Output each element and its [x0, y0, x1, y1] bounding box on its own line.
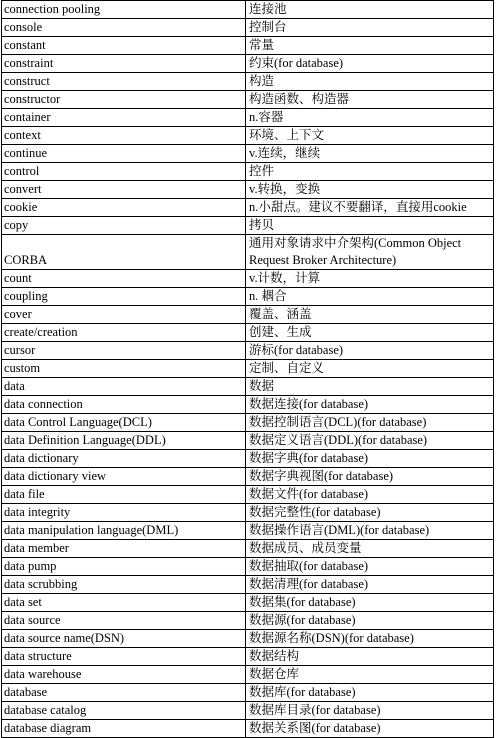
table-row [2, 558, 494, 576]
table-row [2, 540, 494, 558]
definition-cell: 约束(for database) [246, 55, 494, 73]
term-cell: construct [2, 73, 246, 91]
term-cell: create/creation [2, 324, 246, 342]
definition-cell: 数据成员、成员变量 [246, 540, 494, 558]
table-row [2, 504, 494, 522]
term-cell: database diagram [2, 720, 246, 738]
table-row [2, 235, 494, 270]
definition-cell: 数据源(for database) [246, 612, 494, 630]
definition-cell: 定制、自定义 [246, 360, 494, 378]
table-row [2, 306, 494, 324]
definition-cell: 控制台 [246, 19, 494, 37]
table-row [2, 127, 494, 145]
definition-cell: 数据库(for database) [246, 684, 494, 702]
definition-cell: 数据操作语言(DML)(for database) [246, 522, 494, 540]
table-row [2, 324, 494, 342]
definition-cell: 通用对象请求中介架构(Common Object Request Broker Architecture) [246, 235, 494, 270]
term-cell: data source name(DSN) [2, 630, 246, 648]
glossary-table [1, 0, 494, 738]
definition-cell: 游标(for database) [246, 342, 494, 360]
term-cell: context [2, 127, 246, 145]
table-row [2, 19, 494, 37]
definition-cell: 数据字典(for database) [246, 450, 494, 468]
definition-cell: 数据完整性(for database) [246, 504, 494, 522]
term-cell: data [2, 378, 246, 396]
table-row [2, 396, 494, 414]
table-row [2, 55, 494, 73]
term-cell: data scrubbing [2, 576, 246, 594]
definition-cell: 数据结构 [246, 648, 494, 666]
term-cell: continue [2, 145, 246, 163]
definition-cell: 控件 [246, 163, 494, 181]
definition-cell: 数据字典视图(for database) [246, 468, 494, 486]
term-cell: data warehouse [2, 666, 246, 684]
term-cell: cursor [2, 342, 246, 360]
term-cell: constant [2, 37, 246, 55]
glossary-body [2, 1, 494, 738]
term-cell: copy [2, 217, 246, 235]
table-row [2, 163, 494, 181]
table-row [2, 91, 494, 109]
table-row [2, 450, 494, 468]
table-row [2, 37, 494, 55]
term-cell: CORBA [2, 235, 246, 270]
definition-cell: 拷贝 [246, 217, 494, 235]
term-cell: constructor [2, 91, 246, 109]
term-cell: data file [2, 486, 246, 504]
table-row [2, 73, 494, 91]
term-cell: count [2, 270, 246, 288]
table-row [2, 342, 494, 360]
term-cell: data set [2, 594, 246, 612]
definition-cell: 覆盖、涵盖 [246, 306, 494, 324]
table-row [2, 145, 494, 163]
table-row [2, 199, 494, 217]
table-row [2, 630, 494, 648]
term-cell: data manipulation language(DML) [2, 522, 246, 540]
definition-cell: v.转换，变换 [246, 181, 494, 199]
term-cell: cover [2, 306, 246, 324]
definition-cell: 数据关系图(for database) [246, 720, 494, 738]
table-row [2, 594, 494, 612]
term-cell: data source [2, 612, 246, 630]
term-cell: console [2, 19, 246, 37]
definition-cell: 环境、上下文 [246, 127, 494, 145]
definition-cell: 数据控制语言(DCL)(for database) [246, 414, 494, 432]
term-cell: data dictionary [2, 450, 246, 468]
definition-cell: 数据源名称(DSN)(for database) [246, 630, 494, 648]
definition-cell: n. 耦合 [246, 288, 494, 306]
term-cell: data pump [2, 558, 246, 576]
term-cell: data dictionary view [2, 468, 246, 486]
term-cell: database catalog [2, 702, 246, 720]
definition-cell: 数据库目录(for database) [246, 702, 494, 720]
table-row [2, 360, 494, 378]
table-row [2, 522, 494, 540]
definition-cell: 构造 [246, 73, 494, 91]
table-row [2, 432, 494, 450]
term-cell: data structure [2, 648, 246, 666]
definition-cell: 数据连接(for database) [246, 396, 494, 414]
definition-cell: 连接池 [246, 1, 494, 19]
table-row [2, 270, 494, 288]
definition-cell: 数据定义语言(DDL)(for database) [246, 432, 494, 450]
table-row [2, 486, 494, 504]
term-cell: data integrity [2, 504, 246, 522]
table-row [2, 109, 494, 127]
definition-cell: 构造函数、构造器 [246, 91, 494, 109]
table-row [2, 702, 494, 720]
table-row [2, 217, 494, 235]
term-cell: container [2, 109, 246, 127]
definition-cell: n.小甜点。建议不要翻译，直接用cookie [246, 199, 494, 217]
table-row [2, 1, 494, 19]
table-row [2, 414, 494, 432]
table-row [2, 648, 494, 666]
term-cell: data member [2, 540, 246, 558]
table-row [2, 288, 494, 306]
term-cell: data connection [2, 396, 246, 414]
table-row [2, 468, 494, 486]
table-row [2, 576, 494, 594]
table-row [2, 612, 494, 630]
definition-cell: v.连续，继续 [246, 145, 494, 163]
definition-cell: 数据文件(for database) [246, 486, 494, 504]
term-cell: cookie [2, 199, 246, 217]
table-row [2, 378, 494, 396]
term-cell: convert [2, 181, 246, 199]
definition-cell: 数据仓库 [246, 666, 494, 684]
term-cell: data Control Language(DCL) [2, 414, 246, 432]
definition-cell: 数据清理(for database) [246, 576, 494, 594]
definition-cell: 数据 [246, 378, 494, 396]
definition-cell: 创建、生成 [246, 324, 494, 342]
definition-cell: 数据集(for database) [246, 594, 494, 612]
term-cell: database [2, 684, 246, 702]
definition-cell: 常量 [246, 37, 494, 55]
term-cell: connection pooling [2, 1, 246, 19]
term-cell: coupling [2, 288, 246, 306]
definition-cell: n.容器 [246, 109, 494, 127]
term-cell: constraint [2, 55, 246, 73]
table-row [2, 666, 494, 684]
definition-cell: 数据抽取(for database) [246, 558, 494, 576]
term-cell: custom [2, 360, 246, 378]
term-cell: control [2, 163, 246, 181]
table-row [2, 684, 494, 702]
table-row [2, 181, 494, 199]
definition-cell: v.计数，计算 [246, 270, 494, 288]
term-cell: data Definition Language(DDL) [2, 432, 246, 450]
